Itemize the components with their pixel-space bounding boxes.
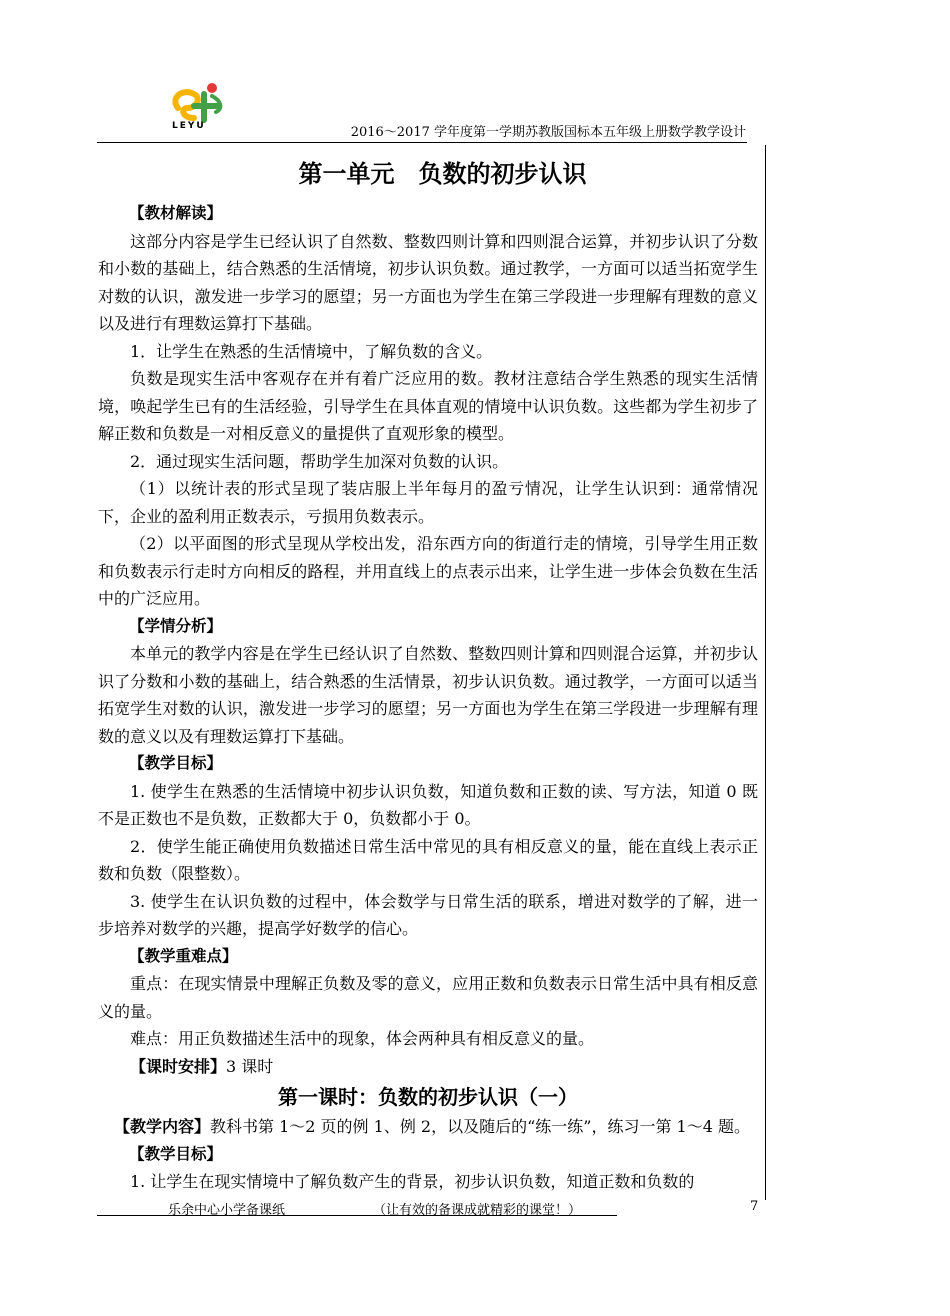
lesson-schedule-line	[98, 1053, 758, 1081]
paragraph: 本单元的教学内容是在学生已经认识了自然数、整数四则计算和四则混合运算，并初步认识了分数和小数的基础上，结合熟悉的生活情景，初步认识负数。通过教学，一方面可以适当拓宽学生对数的认识，激发进一步学习的愿望；另一方面也为学生在第三学段进一步理解有理数的意义以及有理数运算打下基础。	[98, 644, 758, 746]
lesson-title: 第一课时：负数的初步认识（一）	[278, 1085, 578, 1109]
paragraph: （2）以平面图的形式呈现从学校出发，沿东西方向的街道行走的情境，引导学生用正数和负数表示行走时方向相反的路程，并用直线上的点表示出来，让学生进一步体会负数在生活中的广泛应用。	[98, 534, 758, 608]
footer-slogan: （让有效的备课成就精彩的课堂！）	[373, 1203, 582, 1218]
section-heading: 【教学内容】	[114, 1117, 211, 1136]
paragraph: 1. 使学生在熟悉的生活情境中初步认识负数，知道负数和正数的读、写方法，知道 0 既不是正数也不是负数，正数都大于 0，负数都小于 0。	[98, 781, 758, 828]
section-heading: 【教学目标】	[129, 1144, 223, 1163]
unit-title: 第一单元 负数的初步认识	[298, 159, 587, 188]
page-number: 7	[750, 1199, 759, 1214]
header-title: 2016～2017 学年度第一学期苏教版国标本五年级上册数学教学设计	[350, 125, 746, 140]
paragraph: 3. 使学生在认识负数的过程中，体会数学与日常生活的联系，增进对数学的了解，进一步培养对数学的兴趣，提高学好数学的信心。	[98, 891, 758, 938]
lesson-count: 3 课时	[226, 1056, 274, 1076]
section-heading: 【学情分析】	[129, 616, 223, 635]
paragraph: 1. 让学生在现实情境中了解负数产生的背景，初步认识负数，知道正数和负数的	[130, 1172, 695, 1191]
section-heading: 【教学重难点】	[129, 946, 238, 965]
paragraph: 这部分内容是学生已经认识了自然数、整数四则计算和四则混合运算，并初步认识了分数和小数的基础上，结合熟悉的生活情境，初步认识负数。通过教学，一方面可以适当拓宽学生对数的认识，激发进一步学习的愿望；另一方面也为学生在第三学段进一步理解有理数的意义以及进行有理数运算打下基础。	[98, 231, 758, 333]
logo-text: LEYU	[172, 121, 206, 131]
document-body	[98, 200, 758, 1196]
footer-school: 乐余中心小学备课纸	[168, 1203, 286, 1218]
paragraph: 重点：在现实情景中理解正负数及零的意义，应用正数和负数表示日常生活中具有相反意义的量。	[98, 974, 758, 1021]
section-heading: 【教材解读】	[129, 204, 223, 222]
paragraph: 难点：用正负数描述生活中的现象，体会两种具有相反意义的量。	[130, 1029, 595, 1048]
header-divider	[97, 142, 747, 143]
paragraph: （1）以统计表的形式呈现了装店服上半年每月的盈亏情况，让学生认识到：通常情况下，企业的盈利用正数表示，亏损用负数表示。	[98, 479, 758, 526]
teaching-content-line	[98, 1113, 758, 1141]
paragraph: 2．通过现实生活问题，帮助学生加深对负数的认识。	[130, 451, 509, 471]
paragraph: 负数是现实生活中客观存在并有着广泛应用的数。教材注意结合学生熟悉的现实生活情境，唤起学生已有的生活经验，引导学生在具体直观的情境中认识负数。这些都为学生初步了解正数和负数是一对相反意义的量提供了直观形象的模型。	[98, 369, 758, 443]
footer-divider	[97, 1215, 617, 1216]
section-heading: 【课时安排】	[130, 1056, 227, 1076]
section-heading: 【教学目标】	[129, 754, 223, 772]
right-margin-line	[765, 145, 766, 1200]
paragraph: 1．让学生在熟悉的生活情境中，了解负数的含义。	[130, 341, 493, 361]
teaching-content: 教科书第 1～2 页的例 1、例 2，以及随后的“练一练”，练习一第 1～4 题。	[210, 1117, 750, 1136]
paragraph: 2．使学生能正确使用负数描述日常生活中常见的具有相反意义的量，能在直线上表示正数和负数（限整数）。	[98, 836, 758, 883]
